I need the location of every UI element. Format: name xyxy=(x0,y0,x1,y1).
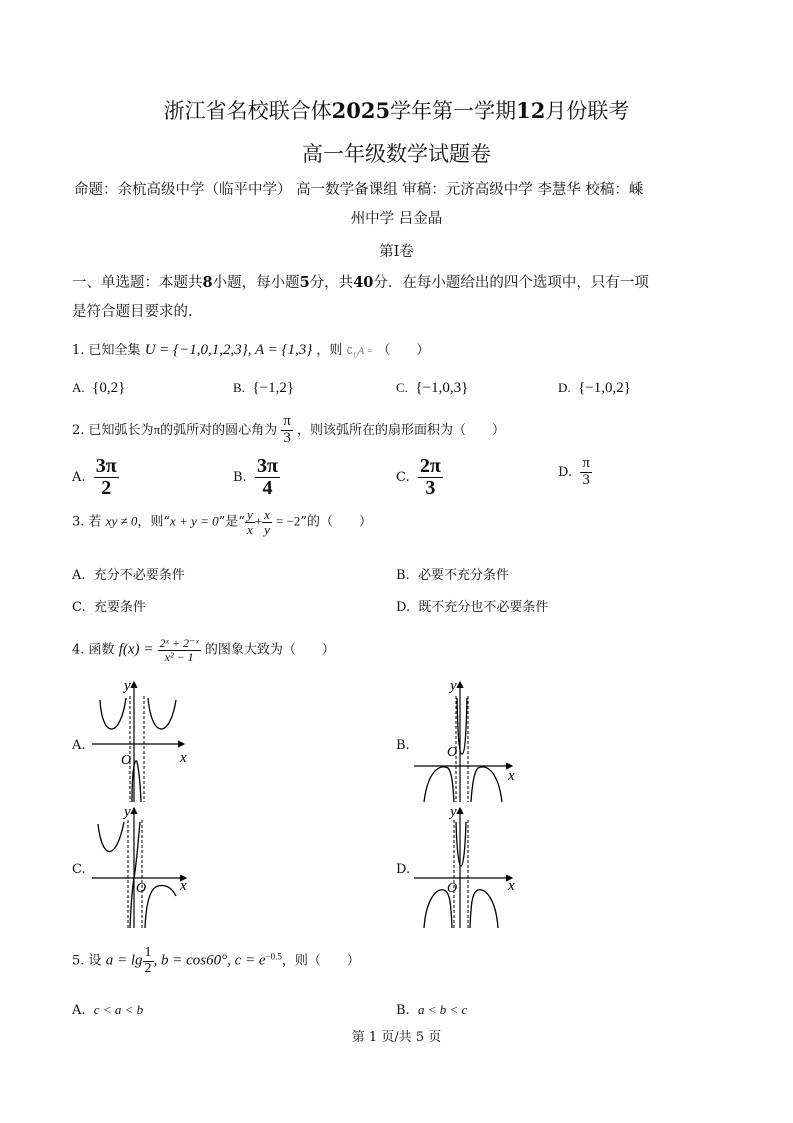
authors-line-2: 州中学 吕金晶 xyxy=(350,211,443,227)
text: 设 xyxy=(88,953,102,969)
fraction-den: 2 xyxy=(144,960,152,976)
exam-subtitle: 高一年级数学试题卷 xyxy=(302,142,491,166)
q1-option-b xyxy=(233,380,294,397)
complement-symbol: ∁ xyxy=(346,346,353,357)
curve-left xyxy=(100,698,126,729)
origin-label: O xyxy=(447,745,458,760)
q4-option-b-label: B. xyxy=(396,738,410,753)
option-text: 必要不充分条件 xyxy=(417,568,509,583)
math-a-def: a = lg xyxy=(105,952,143,969)
math-A: , A = {1,3} xyxy=(247,342,313,358)
fraction-den: x² − 1 xyxy=(164,649,194,664)
option-fraction xyxy=(580,456,592,489)
option-label: D. xyxy=(396,600,411,615)
option-label: A. xyxy=(72,380,85,395)
math-eq1: x + y = 0 xyxy=(170,513,219,529)
curve-left xyxy=(424,767,454,802)
text: 若 xyxy=(88,514,102,530)
origin-label: O xyxy=(136,881,147,896)
option-fraction xyxy=(94,456,119,499)
complement-sub: U xyxy=(352,351,359,360)
text: 一、单选题：本题共 xyxy=(72,275,203,291)
text: 小题，每小题 xyxy=(212,275,300,291)
fraction-x-over-y xyxy=(262,508,272,536)
q4-graph-a xyxy=(92,678,192,804)
q4-graph-b xyxy=(414,678,519,804)
graph-a-svg xyxy=(92,678,192,804)
text: 已知弧长为 xyxy=(88,422,154,438)
fraction-den: x xyxy=(246,521,253,537)
q5-option-b xyxy=(396,1002,467,1018)
number: 8 xyxy=(202,274,213,291)
question-number: 4. xyxy=(72,642,85,658)
q1-option-a xyxy=(72,380,125,397)
text: 的弧所对的圆心角为 xyxy=(160,422,278,438)
math-eq2: = −2 xyxy=(275,513,301,529)
fraction-num: π xyxy=(283,413,291,429)
option-label: C. xyxy=(396,380,408,395)
graph-c-svg xyxy=(92,804,192,930)
option-text: a < b < c xyxy=(417,1002,468,1017)
curve-middle xyxy=(130,822,140,928)
q3-option-d xyxy=(396,596,548,615)
text: 已知全集 xyxy=(88,343,141,358)
option-label: A. xyxy=(72,568,86,583)
option-text: 充分不必要条件 xyxy=(93,568,185,583)
number: 40 xyxy=(353,274,374,291)
text: 的图象大致为（ ） xyxy=(204,642,335,658)
fraction-num: 2ˣ + 2⁻ˣ xyxy=(159,636,199,650)
option-fraction xyxy=(255,456,280,499)
question-3-stem xyxy=(72,508,372,536)
question-number: 5. xyxy=(72,953,85,969)
text: 分，共 xyxy=(309,275,354,291)
option-label: B. xyxy=(233,470,247,485)
option-text: 既不充分也不必要条件 xyxy=(418,600,549,615)
q3-option-b xyxy=(396,564,509,583)
text: 函数 xyxy=(88,642,115,658)
curve-middle xyxy=(456,822,466,866)
origin-label: O xyxy=(121,753,132,768)
graph-d-svg xyxy=(414,804,519,930)
option-label: A. xyxy=(72,470,86,485)
q4-option-a-label: A. xyxy=(72,738,86,753)
title-part: 学年第一学期 xyxy=(390,99,517,123)
option-label: C. xyxy=(396,470,410,485)
question-5-stem xyxy=(72,946,360,976)
y-label: y xyxy=(450,678,457,694)
fraction-num: π xyxy=(582,455,590,471)
q4-option-d-label: D. xyxy=(396,862,411,877)
answer-paren: （ ） xyxy=(377,343,430,358)
curve-right xyxy=(471,767,502,802)
q1-option-c xyxy=(396,380,468,397)
option-text: c < a < b xyxy=(93,1002,144,1017)
q2-option-d xyxy=(558,456,592,489)
exam-title xyxy=(0,95,793,125)
option-text: {0,2} xyxy=(92,380,126,396)
y-label: y xyxy=(124,804,131,820)
curve-right xyxy=(470,890,498,928)
title-part: 浙江省名校联合体 xyxy=(163,99,332,123)
math-U: U = {−1,0,1,2,3} xyxy=(144,342,248,358)
q5-option-a xyxy=(72,1002,143,1018)
y-label: y xyxy=(124,678,131,694)
fraction-den: y xyxy=(264,521,270,537)
option-label: B. xyxy=(396,568,410,583)
title-month: 12 xyxy=(516,98,546,123)
fraction-den: 3 xyxy=(425,477,436,499)
q2-option-b xyxy=(233,456,280,499)
fraction-num: x xyxy=(264,507,270,522)
fraction-den: 3 xyxy=(582,471,590,488)
fraction-num: 3π xyxy=(256,455,278,477)
fraction-num: y xyxy=(246,507,253,522)
fraction-num: 1 xyxy=(144,945,152,960)
curve-right xyxy=(148,698,176,729)
fraction-den: 3 xyxy=(283,429,291,446)
number: 5 xyxy=(299,274,310,291)
question-number: 3. xyxy=(72,514,85,530)
fraction-num: 3π xyxy=(95,455,117,477)
text: 分．在每小题给出的四个选项中，只有一项 xyxy=(373,275,649,291)
section-heading-line2: 是符合题目要求的. xyxy=(72,304,193,320)
text: ，则“ xyxy=(137,514,171,530)
x-label: x xyxy=(508,768,515,784)
text: ，则 xyxy=(316,343,343,358)
fraction-den: 4 xyxy=(262,477,273,499)
fraction-den: 2 xyxy=(101,477,112,499)
option-text: 充要条件 xyxy=(93,600,146,615)
option-text: {−1,0,3} xyxy=(415,380,469,396)
question-number: 2. xyxy=(72,422,85,438)
fraction-one-half xyxy=(143,946,154,976)
y-label: y xyxy=(450,804,457,820)
graph-b-svg xyxy=(414,678,519,804)
q1-option-d xyxy=(558,380,631,397)
text: ，则（ ） xyxy=(281,953,360,969)
page-footer: 第 1 页/共 5 页 xyxy=(351,1030,442,1045)
authors-line-1: 命题：余杭高级中学（临平中学） 高一数学备课组 审稿：元济高级中学 李慧华 校稿：嵊 xyxy=(74,182,644,198)
q2-option-a xyxy=(72,456,119,499)
q3-option-c xyxy=(72,596,146,615)
q3-option-a xyxy=(72,564,185,583)
plus-sign: + xyxy=(254,513,263,529)
x-label: x xyxy=(508,878,515,894)
math-A-eq: A = xyxy=(358,346,374,357)
title-part: 月份联考 xyxy=(545,99,630,123)
text: ”是“ xyxy=(218,514,245,530)
fraction-num: 2π xyxy=(419,455,441,477)
text: ”的（ ） xyxy=(300,514,373,530)
text: ，则该弧所在的扇形面积为（ ） xyxy=(297,422,506,438)
question-number: 1. xyxy=(72,343,85,358)
math-fx: f(x) = xyxy=(118,641,154,658)
x-label: x xyxy=(180,750,187,766)
fraction-y-over-x xyxy=(245,508,255,536)
option-label: D. xyxy=(558,380,571,395)
option-label: A. xyxy=(72,1003,86,1018)
option-label: B. xyxy=(396,1003,410,1018)
q4-option-c-label: C. xyxy=(72,862,86,877)
curve-left xyxy=(98,822,124,852)
option-text: {−1,2} xyxy=(252,380,295,396)
option-label: D. xyxy=(558,464,573,480)
math-pi: π xyxy=(153,421,161,437)
option-label: B. xyxy=(233,380,245,395)
curve-right xyxy=(145,885,176,928)
option-label: C. xyxy=(72,600,86,615)
math-exponent: −0.5 xyxy=(265,951,282,962)
volume-label: 第Ⅰ卷 xyxy=(379,244,414,260)
option-fraction xyxy=(418,456,443,499)
curve-middle xyxy=(457,698,467,754)
q4-graph-c xyxy=(92,804,192,930)
title-year: 2025 xyxy=(331,98,391,123)
section-heading-line1 xyxy=(72,271,649,292)
q4-graph-d xyxy=(414,804,519,930)
q2-option-c xyxy=(396,456,443,499)
question-1-stem xyxy=(72,339,429,360)
fraction-function xyxy=(158,637,201,663)
math-rest: , b = cos60°, c = e xyxy=(153,952,266,969)
x-label: x xyxy=(180,878,187,894)
fraction-pi-over-3 xyxy=(281,414,293,447)
math-condition: xy ≠ 0 xyxy=(105,513,138,529)
question-2-stem xyxy=(72,414,505,447)
option-text: {−1,0,2} xyxy=(578,380,631,396)
curve-middle xyxy=(132,761,141,802)
question-4-stem xyxy=(72,637,335,663)
origin-label: O xyxy=(447,881,458,896)
